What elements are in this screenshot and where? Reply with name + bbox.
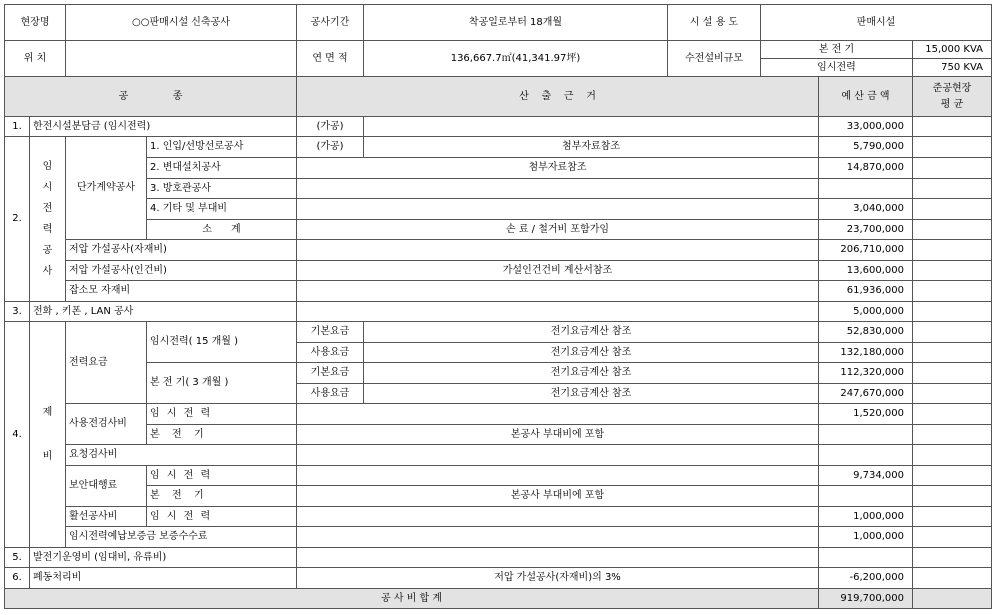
row-average: [913, 589, 992, 609]
row-basis: [297, 179, 819, 199]
table-row: [5, 117, 992, 137]
row-name: 본 전 기: [147, 486, 297, 507]
row-name: 임시전력예납보증금 보증수수료: [66, 527, 297, 548]
row-amount: 14,870,000: [819, 158, 913, 179]
row-basis: [297, 281, 819, 302]
table-row: [5, 199, 992, 220]
main-power-label: 본 전 기: [761, 41, 913, 59]
row-average: [913, 343, 992, 363]
row-average: [913, 117, 992, 137]
row-basis: [297, 302, 819, 322]
row-amount: 206,710,000: [819, 240, 913, 261]
row-average: [913, 199, 992, 220]
row-basis: 본공사 부대비에 포함: [297, 486, 819, 507]
location-value: [66, 41, 297, 77]
fee-type: 사용요금: [297, 343, 364, 363]
table-header: [5, 77, 992, 117]
row-name: 임 시 전 력: [147, 466, 297, 486]
safety-agency-label: 보안대행료: [66, 466, 147, 507]
table-row: [5, 322, 992, 343]
row-average: [913, 486, 992, 507]
row-number: 6.: [5, 568, 30, 589]
site-label: 현장명: [5, 5, 66, 41]
table-row: [5, 281, 992, 302]
table-row: [5, 548, 992, 568]
row-basis: 첨부자료참조: [364, 137, 819, 158]
row-basis: [297, 445, 819, 466]
row-name: 본 전 기: [147, 425, 297, 445]
subtotal-basis: 손 료 / 철거비 포함가임: [297, 220, 819, 240]
row-amount: 5,000,000: [819, 302, 913, 322]
row-average: [913, 261, 992, 281]
row-average: [913, 568, 992, 589]
fee-type: 기본요금: [297, 363, 364, 384]
row-average: [913, 158, 992, 179]
row-name: 1. 인입/선방선로공사: [147, 137, 297, 158]
budget-table: [4, 4, 992, 609]
row-note: (가공): [297, 137, 364, 158]
table-row: [5, 466, 992, 486]
period-value: 착공일로부터 18개월: [364, 5, 668, 41]
table-row: [5, 137, 992, 158]
main-power-value: 15,000 KVA: [913, 41, 992, 59]
row-average: [913, 384, 992, 404]
row-basis: [297, 199, 819, 220]
table-row: [5, 302, 992, 322]
row-name: 임 시 전 력: [147, 507, 297, 527]
row-name: 2. 변대설치공사: [147, 158, 297, 179]
row-name: 발전기운영비 (임대비, 유류비): [30, 548, 297, 568]
fee-type: 사용요금: [297, 384, 364, 404]
row-basis: [297, 240, 819, 261]
row-name: 저압 가설공사(인건비): [66, 261, 297, 281]
unit-contract-label: 단가계약공사: [66, 137, 147, 240]
subtotal-amount: 23,700,000: [819, 220, 913, 240]
row-name: 전화 , 키폰 , LAN 공사: [30, 302, 297, 322]
period-label: 공사기간: [297, 5, 364, 41]
row-amount: 132,180,000: [819, 343, 913, 363]
header-average: [913, 77, 992, 117]
row-amount: [819, 445, 913, 466]
table-row: [5, 507, 992, 527]
row-average: [913, 425, 992, 445]
row-name: 폐동처리비: [30, 568, 297, 589]
temp-power-value: 750 KVA: [913, 59, 992, 77]
row-number: 4.: [5, 322, 30, 548]
total-row: [5, 589, 992, 609]
row-average: [913, 220, 992, 240]
row-amount: 1,000,000: [819, 527, 913, 548]
row-basis: [297, 466, 819, 486]
subtotal-label: 소 계: [147, 220, 297, 240]
row-amount: [819, 548, 913, 568]
table-row: [5, 363, 992, 384]
table-row: [5, 425, 992, 445]
row-name: 저압 가설공사(자재비): [66, 240, 297, 261]
row-amount: 1,520,000: [819, 404, 913, 425]
row-amount: 247,670,000: [819, 384, 913, 404]
row-basis: 전기요금계산 참조: [364, 343, 819, 363]
row-amount: 52,830,000: [819, 322, 913, 343]
info-row-1: [5, 5, 992, 41]
location-label: 위 치: [5, 41, 66, 77]
row-number: 2.: [5, 137, 30, 302]
area-label: 연 면 적: [297, 41, 364, 77]
row-average: [913, 507, 992, 527]
table-row: [5, 261, 992, 281]
temp-power-label: 임시전력: [761, 59, 913, 77]
row-average: [913, 302, 992, 322]
table-row: [5, 445, 992, 466]
row-average: [913, 445, 992, 466]
row-average: [913, 527, 992, 548]
group-label-top: 제: [42, 406, 53, 418]
total-amount: 919,700,000: [819, 589, 913, 609]
row-basis: 가설인건건비 계산서참조: [297, 261, 819, 281]
row-number: 3.: [5, 302, 30, 322]
table-row: [5, 568, 992, 589]
table-row: [5, 179, 992, 199]
row-average: [913, 466, 992, 486]
total-label: 공 사 비 합 계: [5, 589, 819, 609]
power-fee-label: 전력요금: [66, 322, 147, 404]
row-basis: [297, 527, 819, 548]
header-basis: 산 출 근 거: [297, 77, 819, 117]
row-amount: 5,790,000: [819, 137, 913, 158]
row-name: 한전시설분담금 (임시전력): [30, 117, 297, 137]
row-average: [913, 363, 992, 384]
row-amount: [819, 486, 913, 507]
live-work-label: 활선공사비: [66, 507, 147, 527]
usage-label: 시 설 용 도: [668, 5, 761, 41]
row-number: 1.: [5, 117, 30, 137]
row-amount: 61,936,000: [819, 281, 913, 302]
row-amount: 9,734,000: [819, 466, 913, 486]
row-basis: [297, 548, 819, 568]
info-row-2: [5, 41, 992, 59]
row-name: 4. 기타 및 부대비: [147, 199, 297, 220]
row-amount: -6,200,000: [819, 568, 913, 589]
row-average: [913, 240, 992, 261]
row-amount: 13,600,000: [819, 261, 913, 281]
table-row: [5, 404, 992, 425]
row-number: 5.: [5, 548, 30, 568]
row-note: (가공): [297, 117, 364, 137]
row-basis: [364, 117, 819, 137]
row-amount: [819, 425, 913, 445]
table-row: [5, 527, 992, 548]
pre-use-inspection-label: 사용전검사비: [66, 404, 147, 445]
header-avg-line1: 준공현장: [932, 82, 972, 94]
row-basis: 저압 가설공사(자재비)의 3%: [297, 568, 819, 589]
row-basis: 첨부자료참조: [297, 158, 819, 179]
row-name: 요청검사비: [66, 445, 297, 466]
row-amount: 3,040,000: [819, 199, 913, 220]
capacity-label: 수전설비규모: [668, 41, 761, 77]
main-power-duration: 본 전 기( 3 개월 ): [147, 363, 297, 404]
row-average: [913, 281, 992, 302]
group-label: [30, 322, 66, 548]
row-basis: 전기요금계산 참조: [364, 384, 819, 404]
row-name: 잡소모 자재비: [66, 281, 297, 302]
header-budget: 예 산 금 액: [819, 77, 913, 117]
row-basis: 전기요금계산 참조: [364, 322, 819, 343]
row-amount: [819, 179, 913, 199]
subtotal-row: [5, 220, 992, 240]
header-avg-line2: 평 균: [940, 98, 964, 110]
table-row: [5, 158, 992, 179]
fee-type: 기본요금: [297, 322, 364, 343]
row-average: [913, 179, 992, 199]
row-average: [913, 322, 992, 343]
row-basis: 전기요금계산 참조: [364, 363, 819, 384]
row-average: [913, 404, 992, 425]
group-label: 임시전력공사: [30, 137, 66, 302]
table-row: [5, 486, 992, 507]
row-amount: 112,320,000: [819, 363, 913, 384]
row-basis: 본공사 부대비에 포함: [297, 425, 819, 445]
temp-power-duration: 임시전력( 15 개월 ): [147, 322, 297, 363]
area-value: 136,667.7㎡(41,341.97坪): [364, 41, 668, 77]
usage-value: 판매시설: [761, 5, 992, 41]
header-item: 공 종: [5, 77, 297, 117]
row-amount: 33,000,000: [819, 117, 913, 137]
site-value: ○○판매시설 신축공사: [66, 5, 297, 41]
row-name: 임 시 전 력: [147, 404, 297, 425]
table-row: [5, 240, 992, 261]
row-amount: 1,000,000: [819, 507, 913, 527]
row-name: 3. 방호관공사: [147, 179, 297, 199]
row-average: [913, 548, 992, 568]
group-label-bottom: 비: [42, 450, 53, 462]
row-average: [913, 137, 992, 158]
row-basis: [297, 507, 819, 527]
row-basis: [297, 404, 819, 425]
